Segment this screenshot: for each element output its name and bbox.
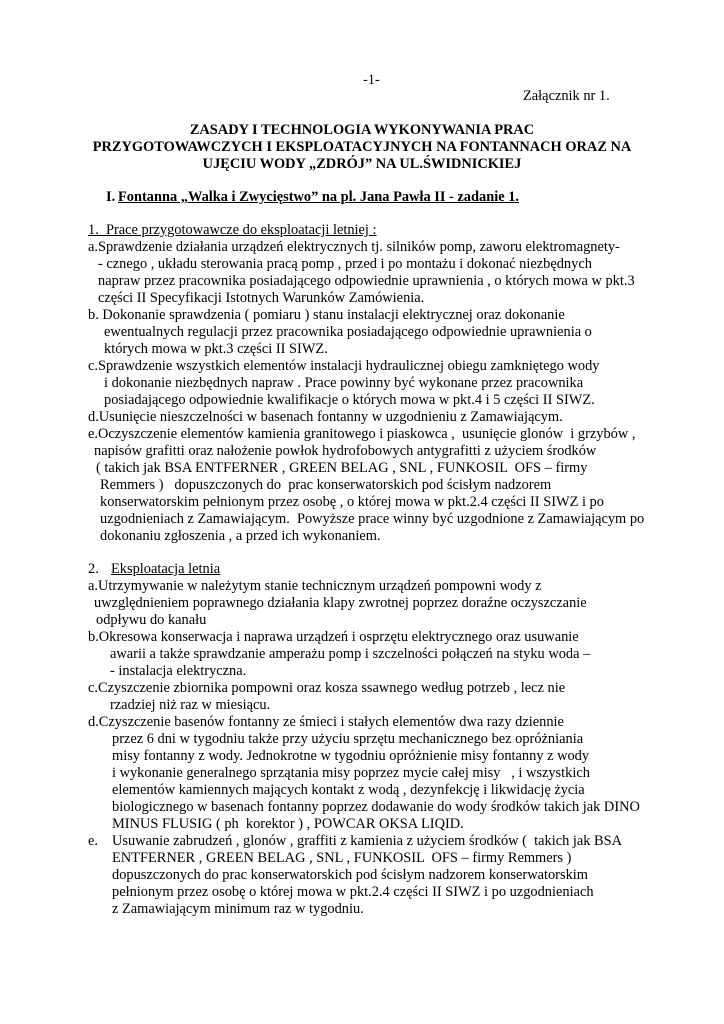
part2-line: pełnionym przez osobę o której mowa w pkt.2.4 części II SIWZ i po uzgodnieniach <box>112 884 594 900</box>
part2-line: d.Czyszczenie basenów fontanny ze śmieci i stałych elementów dwa razy dziennie <box>88 714 564 730</box>
part2-line: odpływu do kanału <box>96 612 207 628</box>
title-line-1: ZASADY I TECHNOLOGIA WYKONYWANIA PRAC <box>189 122 535 138</box>
part1-line: konserwatorskim pełnionym przez osobę , o której mowa w pkt.2.4 części II SIWZ i po <box>100 494 604 510</box>
part2-line: przez 6 dni w tygodniu także przy użyciu sprzętu mechanicznego bez opróżniania <box>112 731 584 747</box>
part2-heading-number: 2. <box>88 561 99 577</box>
part2-line: i wykonanie generalnego sprzątania misy poprzez mycie całej misy , i wszystkich <box>112 765 590 781</box>
part2-line: rzadziej niż raz w miesiącu. <box>110 697 271 713</box>
part2-heading: Eksploatacja letnia <box>111 561 221 577</box>
part1-line: b. Dokonanie sprawdzenia ( pomiaru ) stanu instalacji elektrycznej oraz dokonanie <box>88 307 565 323</box>
part1-line: posiadającego odpowiednie kwalifikacje o których mowa w pkt.4 i 5 części II SIWZ. <box>104 392 595 408</box>
part2-line: b.Okresowa konserwacja i naprawa urządzeń i osprzętu elektrycznego oraz usuwanie <box>88 629 579 645</box>
part1-line: Remmers ) dopuszczonych do prac konserwatorskich pod ścisłym nadzorem <box>100 477 552 493</box>
title-line-2: PRZYGOTOWAWCZYCH I EKSPLOATACYJNYCH NA FONTANNACH ORAZ NA <box>92 139 632 155</box>
part2-line: c.Czyszczenie zbiornika pompowni oraz kosza ssawnego według potrzeb , lecz nie <box>88 680 566 696</box>
part2-line: ENTFERNER , GREEN BELAG , SNL , FUNKOSIL OFS – firmy Remmers ) <box>112 850 572 866</box>
section-number: I. <box>106 189 116 205</box>
part2-line: uwzględnieniem poprawnego działania klapy zwrotnej poprzez doraźne oczyszczanie <box>94 595 587 611</box>
part2-line: dopuszczonych do prac konserwatorskich pod ścisłym nadzorem konserwatorskim <box>112 867 588 883</box>
page-number: -1- <box>363 72 380 88</box>
part2-line: MINUS FLUSIG ( ph korektor ) , POWCAR OKSA LIQID. <box>112 816 464 832</box>
part2-line: Usuwanie zabrudzeń , glonów , graffiti z kamienia z użyciem środków ( takich jak BSA <box>112 833 623 849</box>
attachment-label: Załącznik nr 1. <box>523 88 610 104</box>
part1-line: których mowa w pkt.3 części II SIWZ. <box>104 341 328 357</box>
part2-line: elementów kamiennych mających kontakt z wodą , dezynfekcję i likwidację życia <box>112 782 585 798</box>
part1-line: d.Usunięcie nieszczelności w basenach fontanny w uzgodnieniu z Zamawiającym. <box>88 409 563 425</box>
part2-line: misy fontanny z wody. Jednokrotne w tygodniu opróżnienie misy fontanny z wody <box>112 748 590 764</box>
part2-item-e-marker: e. <box>88 833 98 849</box>
part1-line: uzgodnieniach z Zamawiającym. Powyższe prace winny być uzgodnione z Zamawiającym po <box>100 511 645 527</box>
part1-line: a.Sprawdzenie działania urządzeń elektrycznych tj. silników pomp, zaworu elektromagnety- <box>88 239 620 255</box>
section-title: Fontanna „Walka i Zwycięstwo” na pl. Jana Pawła II - zadanie 1. <box>118 189 519 205</box>
part1-line: - cznego , układu sterowania pracą pomp , przed i po montażu i dokonać niezbędnych <box>98 256 592 272</box>
part1-line: dokonaniu zgłoszenia , a przed ich wykonaniem. <box>100 528 381 544</box>
part1-line: ( takich jak BSA ENTFERNER , GREEN BELAG , SNL , FUNKOSIL OFS – firmy <box>96 460 588 476</box>
part1-line: i dokonanie niezbędnych napraw . Prace powinny być wykonane przez pracownika <box>104 375 584 391</box>
part1-line: części II Specyfikacji Istotnych Warunków Zamówienia. <box>98 290 425 306</box>
part2-line: a.Utrzymywanie w należytym stanie technicznym urządzeń pompowni wody z <box>88 578 542 594</box>
part1-heading: 1. Prace przygotowawcze do eksploatacji letniej : <box>88 222 377 238</box>
part2-line: z Zamawiającym minimum raz w tygodniu. <box>112 901 364 917</box>
part1-line: e.Oczyszczenie elementów kamienia granitowego i piaskowca , usunięcie glonów i grzybów , <box>88 426 636 442</box>
part2-line: - instalacja elektryczna. <box>110 663 247 679</box>
part1-line: napisów grafitti oraz nałożenie powłok hydrofobowych antygrafitti z użyciem środków <box>94 443 597 459</box>
part2-line: awarii a także sprawdzanie amperażu pomp i szczelności połączeń na styku woda – <box>110 646 591 662</box>
part1-line: ewentualnych regulacji przez pracownika posiadającego odpowiednie uprawnienia o <box>104 324 592 340</box>
part2-line: biologicznego w basenach fontanny poprzez dodawanie do wody środków takich jak DINO <box>112 799 640 815</box>
part1-line: c.Sprawdzenie wszystkich elementów instalacji hydraulicznej obiegu zamkniętego wody <box>88 358 600 374</box>
part1-line: napraw przez pracownika posiadającego odpowiednie uprawnienia , o których mowa w pkt.3 <box>98 273 635 289</box>
title-line-3: UJĘCIU WODY „ZDRÓJ” NA UL.ŚWIDNICKIEJ <box>202 156 522 172</box>
